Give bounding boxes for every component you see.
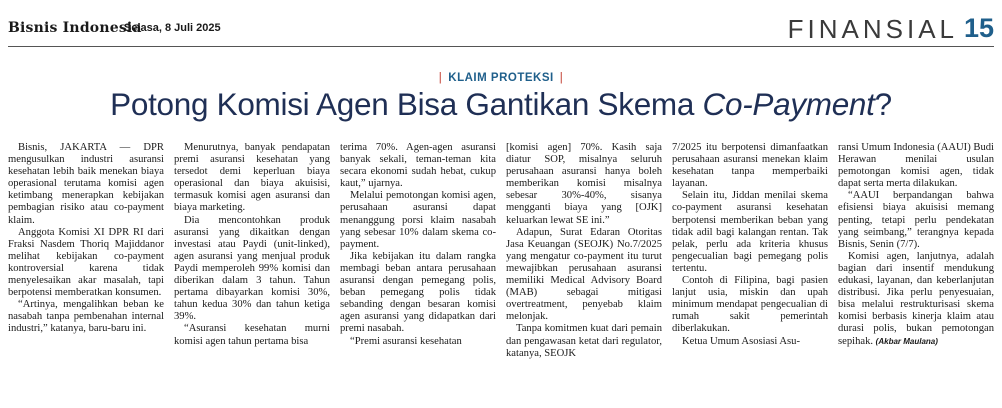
column-2 (174, 142, 330, 404)
paragraph: Bisnis, JAKARTA — DPR mengusulkan industri asuransi kesehatan lebih baik menekan biaya operasional terutama komisi agen ketimbang menerapkan kebijakan pembagian risiko atau co-payment klaim. (8, 142, 164, 226)
paragraph: Jika kebijakan itu dalam rangka membagi beban antara perusahaan asuransi dengan pemegang polis, beban pemegang polis tidak sebanding dengan besaran komisi agen asuransi yang didapatkan dari premi nasabah. (340, 250, 496, 335)
paragraph: “Artinya, mengalihkan beban ke nasabah tanpa pembenahan internal industri,” katanya, baru-baru ini. (8, 299, 164, 335)
column-1 (8, 142, 164, 404)
paragraph: terima 70%. Agen-agen asuransi banyak sekali, teman-teman kita secara ekonomi sudah hebat, cukup kaut,” ujarnya. (340, 142, 496, 190)
headline-italic: Co-Payment (702, 86, 875, 122)
column-4 (506, 142, 662, 404)
article-rubric: | KLAIM PROTEKSI | (438, 72, 564, 84)
paragraph-text: Komisi agen, lanjutnya, adalah bagian dari insentif mendukung edukasi, layanan, dan keberlanjutan distribusi. Jika perlu penyesuaian, bisa melalui restrukturisasi skema komisi berbasis kinerja klaim atau durasi polis, bukan pemotongan sepihak. (838, 250, 994, 347)
publication-name: Bisnis Indonesia (8, 20, 142, 36)
paragraph: Dia mencontohkan produk asuransi yang dikaitkan dengan investasi atau Paydi (unit-linked), agen asuransi yang menjual produk Paydi memperoleh 99% komisi dan diberikan dalam 3 tahun. Tahun pertama dibayarkan komisi 30%, tahun kedua 30% dan tahun ketiga 39%. (174, 214, 330, 323)
section-title: FINANSIAL (787, 14, 958, 44)
paragraph: Anggota Komisi XI DPR RI dari Fraksi Nasdem Thoriq Majiddanor melihat kebijakan co-payment kontroversial karena tidak menyelesaikan akar masalah, tapi berpotensi memberatkan konsumen. (8, 226, 164, 299)
paragraph: Melalui pemotongan komisi agen, perusahaan asuransi dapat menanggung porsi klaim nasabah yang sebesar 10% dalam skema co-payment. (340, 190, 496, 250)
paragraph: Menurutnya, banyak pendapatan premi asuransi kesehatan yang tersedot demi keperluan biaya operasional dan biaya akuisisi, termasuk komisi agen asuransi dan biaya marketing. (174, 142, 330, 214)
paragraph: [komisi agen] 70%. Kasih saja diatur SOP, misalnya seluruh perusahaan asuransi hanya boleh memberikan komisi misalnya sebesar 30%-40%, sisanya mengganti biaya yang [OJK] keluarkan lewat SE ini.” (506, 142, 662, 226)
column-3 (340, 142, 496, 404)
headline-end: ? (874, 86, 892, 122)
issue-date: Selasa, 8 Juli 2025 (124, 22, 221, 34)
paragraph: Adapun, Surat Edaran Otoritas Jasa Keuangan (SEOJK) No.7/2025 yang mengatur co-payment itu turut mewajibkan perusahaan asuransi memiliki Medical Advisory Board (MAB) sebagai mitigasi overtreatment, penyebab klaim melonjak. (506, 226, 662, 323)
column-6 (838, 142, 994, 404)
page-number: 15 (963, 13, 994, 43)
article-headline (0, 86, 1002, 123)
paragraph: Contoh di Filipina, bagi pasien lanjut usia, miskin dan upah minimum mendapat pengecualian di rumah sakit pemerintah diberlakukan. (672, 275, 828, 335)
paragraph: Ketua Umum Asosiasi Asu- (682, 335, 800, 347)
rubric-label: KLAIM PROTEKSI (448, 72, 554, 84)
paragraph: “Asuransi kesehatan murni komisi agen tahun pertama bisa (174, 323, 330, 347)
paragraph: Tanpa komitmen kuat dari pemain dan pengawasan ketat dari regulator, katanya, SEOJK (506, 323, 662, 359)
headline-text: Potong Komisi Agen Bisa Gantikan Skema (110, 86, 703, 122)
paragraph: 7/2025 itu berpotensi dimanfaatkan perusahaan asuransi menekan klaim kesehatan tanpa memperbaiki layanan. (672, 142, 828, 190)
paragraph (838, 251, 994, 348)
paragraph: ransi Umum Indonesia (AAUI) Budi Herawan menilai usulan pemotongan komisi agen, tidak dapat serta merta dilakukan. (838, 142, 994, 190)
paragraph: “AAUI berpandangan bahwa efisiensi biaya akuisisi memang penting, tetapi perlu pendekatan yang seimbang,” terangnya kepada Bisnis, Senin (7/7). (838, 190, 994, 250)
article-body (8, 142, 994, 404)
author-byline: (Akbar Maulana) (875, 336, 938, 346)
paragraph: Selain itu, Jiddan menilai skema co-payment asuransi kesehatan berpotensi memberikan beban yang tidak adil bagi kalangan rentan. Tak pelak, perlu ada kriteria khusus pengecualian bagi pemegang polis tertentu. (672, 190, 828, 274)
paragraph: “Premi asuransi kesehatan (350, 335, 462, 347)
masthead (8, 14, 994, 42)
masthead-divider (8, 46, 994, 47)
column-5 (672, 142, 828, 404)
